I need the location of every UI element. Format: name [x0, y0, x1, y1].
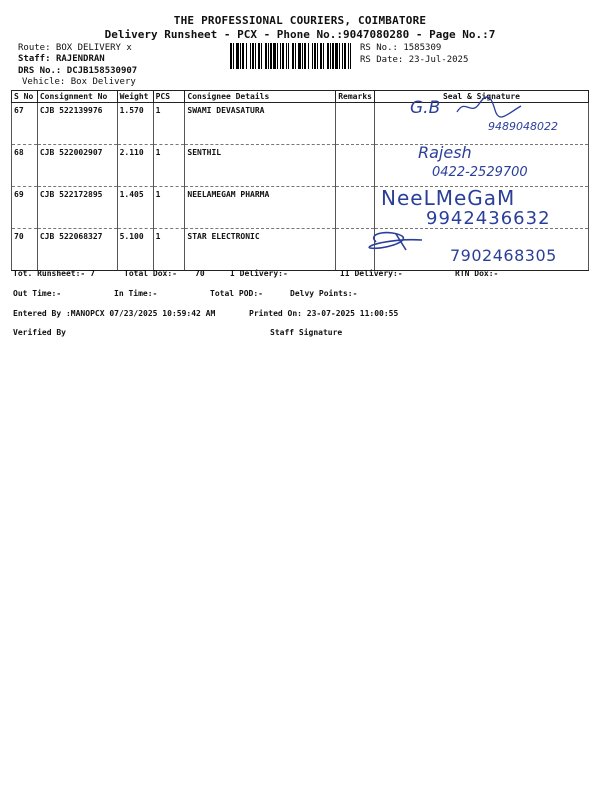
signature-1-scribble: [455, 94, 525, 120]
barcode-bar: [335, 43, 338, 69]
row-consignee: SENTHIL: [185, 145, 336, 187]
runsheet-subtitle: Delivery Runsheet - PCX - Phone No.:9047080280 - Page No.:7: [104, 28, 496, 41]
barcode-bar: [277, 43, 278, 69]
row-sno: 67: [12, 103, 38, 145]
staff-label: Staff:: [18, 54, 51, 64]
barcode-bar: [236, 43, 239, 69]
row-consignment: CJB 522002907: [37, 145, 117, 187]
row-weight: 2.110: [117, 145, 153, 187]
col-remarks: Remarks: [336, 91, 375, 103]
barcode-bar: [350, 43, 351, 69]
row-consignment: CJB 522068327: [37, 229, 117, 271]
barcode-bar: [270, 43, 272, 69]
barcode-bar: [280, 43, 281, 69]
in-time: In Time:-: [114, 289, 158, 298]
rs-number: RS No.: 1585309: [360, 43, 442, 53]
signature-3-phone: 9942436632: [426, 208, 551, 229]
barcode-bar: [332, 43, 334, 69]
row-weight: 5.100: [117, 229, 153, 271]
vehicle-label: Vehicle: Box Delivery: [22, 77, 136, 87]
barcode-bar: [323, 43, 324, 69]
barcode-bar: [304, 43, 306, 69]
col-signature: Seal & Signature: [374, 91, 588, 103]
total-dox-label: Total Dox:-: [124, 269, 177, 278]
signature-4-phone: 7902468305: [450, 246, 557, 265]
barcode-bar: [344, 43, 346, 69]
barcode-bar: [312, 43, 313, 69]
row-consignee: SWAMI DEVASATURA: [185, 103, 336, 145]
barcode-bar: [258, 43, 260, 69]
row-pcs: 1: [153, 103, 185, 145]
staff-name: RAJENDRAN: [55, 54, 105, 64]
barcode-bar: [286, 43, 287, 69]
row-consignment: CJB 522172895: [37, 187, 117, 229]
col-sno: S No: [12, 91, 38, 103]
barcode-bar: [292, 43, 294, 69]
ii-delivery: II Delivery:-: [340, 269, 403, 278]
total-dox-value: 70: [195, 269, 205, 278]
barcode-bar: [288, 43, 289, 69]
row-consignee: NEELAMEGAM PHARMA: [185, 187, 336, 229]
row-remarks: [336, 187, 375, 229]
barcode-bar: [233, 43, 234, 69]
row-pcs: 1: [153, 187, 185, 229]
row-sno: 69: [12, 187, 38, 229]
barcode-bar: [273, 43, 276, 69]
signature-1-name: G.B: [410, 98, 441, 118]
barcode-bar: [317, 43, 318, 69]
barcode-bar: [295, 43, 296, 69]
barcode: [230, 43, 354, 69]
barcode-bar: [252, 43, 254, 69]
barcode-bar: [308, 43, 309, 69]
tot-runsheet: Tot. Runsheet:- 7: [13, 269, 95, 278]
signature-3-name: NeeLMeGaM: [381, 186, 516, 210]
rtn-dox: RTN Dox:-: [455, 269, 499, 278]
row-consignee: STAR ELECTRONIC: [185, 229, 336, 271]
barcode-bar: [298, 43, 301, 69]
row-weight: 1.570: [117, 103, 153, 145]
staff-signature: Staff Signature: [270, 328, 343, 337]
barcode-bar: [242, 43, 244, 69]
entered-by: Entered By :MANOPCX 07/23/2025 10:59:42 AM: [13, 309, 216, 318]
barcode-bar: [261, 43, 262, 69]
barcode-bar: [330, 43, 331, 69]
staff-line: [18, 54, 105, 64]
out-time: Out Time:-: [13, 289, 62, 298]
drs-line: [18, 66, 137, 76]
barcode-bar: [327, 43, 329, 69]
verified-by: Verified By: [13, 328, 66, 337]
signature-1-phone: 9489048022: [488, 120, 558, 133]
row-weight: 1.405: [117, 187, 153, 229]
col-consignment: Consignment No: [37, 91, 117, 103]
barcode-bar: [230, 43, 232, 69]
row-pcs: 1: [153, 229, 185, 271]
col-weight: Weight: [117, 91, 153, 103]
col-consignee: Consignee Details: [185, 91, 336, 103]
drs-number: DCJB158530907: [66, 66, 138, 76]
i-delivery: I Delivery:-: [230, 269, 288, 278]
barcode-bar: [268, 43, 269, 69]
barcode-bar: [282, 43, 284, 69]
row-remarks: [336, 145, 375, 187]
barcode-bar: [314, 43, 316, 69]
barcode-bar: [302, 43, 303, 69]
barcode-bar: [265, 43, 267, 69]
signature-2-name: Rajesh: [418, 143, 472, 162]
total-pod: Total POD:-: [210, 289, 263, 298]
signature-2-phone: 0422-2529700: [432, 165, 528, 180]
barcode-bar: [342, 43, 343, 69]
col-pcs: PCS: [153, 91, 185, 103]
barcode-bar: [240, 43, 241, 69]
signature-4-scribble: [362, 228, 442, 254]
drs-label: DRS No.:: [18, 66, 62, 76]
row-sno: 70: [12, 229, 38, 271]
row-remarks: [336, 103, 375, 145]
barcode-bar: [320, 43, 322, 69]
company-title: THE PROFESSIONAL COURIERS, COIMBATORE: [173, 14, 427, 27]
row-pcs: 1: [153, 145, 185, 187]
row-sno: 68: [12, 145, 38, 187]
barcode-bar: [348, 43, 349, 69]
row-consignment: CJB 522139976: [37, 103, 117, 145]
printed-on: Printed On: 23-07-2025 11:00:55: [249, 309, 399, 318]
barcode-bar: [250, 43, 251, 69]
delvy-points: Delvy Points:-: [290, 289, 358, 298]
barcode-bar: [246, 43, 247, 69]
barcode-bar: [339, 43, 340, 69]
barcode-bar: [255, 43, 256, 69]
route-label: Route: BOX DELIVERY x: [18, 43, 132, 53]
rs-date: RS Date: 23-Jul-2025: [360, 55, 469, 65]
